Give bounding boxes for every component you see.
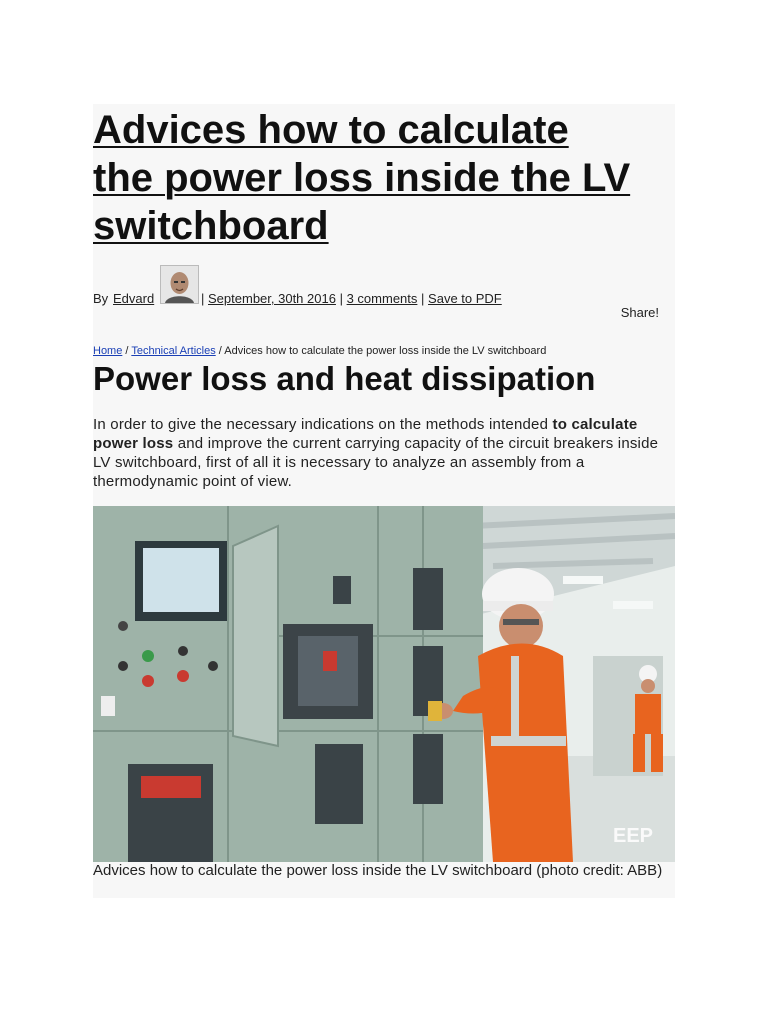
intro-bold-text: to calculate power loss <box>93 416 638 452</box>
share-button[interactable]: Share! <box>620 305 659 320</box>
title-line-2[interactable]: the power loss inside the LV <box>93 156 631 200</box>
intro-text-end: and improve the current carrying capacity of the circuit breakers inside LV switchboard, first of all it is necessary to analyze an assembly from a thermodynamic point of view. <box>93 435 659 490</box>
byline-sep-3: | <box>421 291 425 306</box>
photo-caption: Advices how to calculate the power loss inside the LV switchboard (photo credit: ABB) <box>93 862 663 879</box>
article-photo <box>93 506 675 862</box>
byline-sep-1: | <box>201 291 205 306</box>
title-line-1[interactable]: Advices how to calculate <box>93 108 569 152</box>
date-link[interactable]: September, 30th 2016 <box>208 291 336 306</box>
title-line-3[interactable]: switchboard <box>93 204 329 248</box>
intro-text-start: In order to give the necessary indications on the methods intended <box>93 416 553 433</box>
byline-meta <box>201 291 502 306</box>
breadcrumb-sep-1: / <box>125 345 129 357</box>
breadcrumb-technical-articles[interactable]: Technical Articles <box>131 345 216 357</box>
breadcrumb-sep-2: / <box>218 345 222 357</box>
article-title[interactable] <box>93 106 673 250</box>
breadcrumb-home[interactable]: Home <box>93 345 123 357</box>
author-link[interactable]: Edvard <box>113 291 155 306</box>
photo-watermark: EEP <box>613 825 654 847</box>
avatar <box>160 265 199 304</box>
author-avatar-icon <box>161 266 198 303</box>
switchboard-photo-illustration <box>93 506 675 862</box>
byline-by: By <box>93 291 109 306</box>
intro-paragraph <box>93 415 675 491</box>
byline <box>93 264 675 308</box>
section-title: Power loss and heat dissipation <box>93 360 596 397</box>
byline-sep-2: | <box>339 291 343 306</box>
breadcrumb <box>93 345 546 357</box>
save-pdf-link[interactable]: Save to PDF <box>428 291 502 306</box>
comments-link[interactable]: 3 comments <box>346 291 418 306</box>
article-page <box>93 104 675 898</box>
breadcrumb-current: Advices how to calculate the power loss inside the LV switchboard <box>224 345 547 357</box>
